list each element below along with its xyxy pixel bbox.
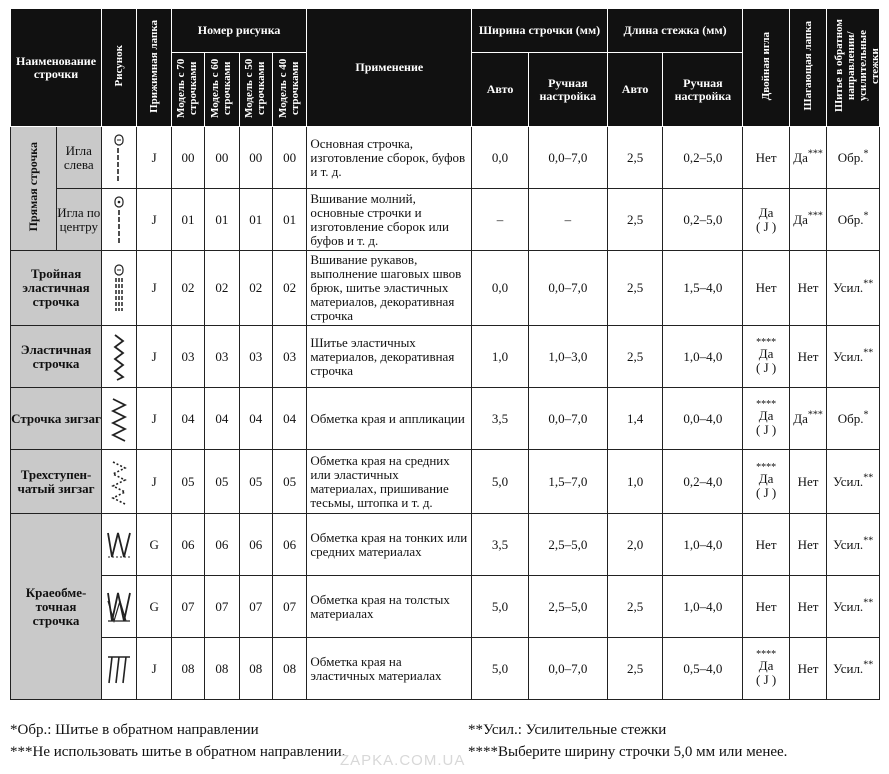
table-row <box>11 388 880 450</box>
num-60: 01 <box>205 189 239 251</box>
header-usage: Применение <box>307 9 472 127</box>
width-auto: 1,0 <box>472 326 529 388</box>
twin-cell: **** Да ( J ) <box>743 326 790 388</box>
num-70: 04 <box>171 388 204 450</box>
length-manual: 1,5–4,0 <box>663 251 743 326</box>
watermark: ZAPKA.COM.UA <box>340 752 466 769</box>
header-length: Длина стежка (мм) <box>607 9 743 53</box>
reverse-cell: Усил.** <box>827 450 880 514</box>
overcast-icon-2 <box>102 576 137 638</box>
header-pattern-number: Номер рисунка <box>171 9 307 53</box>
foot-cell: J <box>137 251 171 326</box>
walk-cell: Да*** <box>789 189 826 251</box>
stretch-icon <box>102 326 137 388</box>
width-auto: 5,0 <box>472 638 529 700</box>
reverse-cell: Усил.** <box>827 251 880 326</box>
twin-cell: Нет <box>743 127 790 189</box>
num-70: 03 <box>171 326 204 388</box>
width-manual: 2,5–5,0 <box>528 576 607 638</box>
header-model-70: Модель с 70 строчками <box>171 53 204 127</box>
length-manual: 1,0–4,0 <box>663 514 743 576</box>
footnote-no-reverse: ***Не использовать шитье в обратном направлении. <box>10 744 346 760</box>
header-width-manual: Ручная настройка <box>528 53 607 127</box>
usage-cell: Основная строчка, изготовление сборок, буфов и т. д. <box>307 127 472 189</box>
num-60: 04 <box>205 388 239 450</box>
twin-cell: **** Да ( J ) <box>743 388 790 450</box>
num-50: 07 <box>239 576 272 638</box>
usage-cell: Вшивание рукавов, выполнение шаговых швов брюк, шитье эластичных материалов, декоративная строчка <box>307 251 472 326</box>
reverse-cell: Усил.** <box>827 576 880 638</box>
footnote-reverse: *Обр.: Шитье в обратном направлении <box>10 722 259 738</box>
footnote-reinforce: **Усил.: Усилительные стежки <box>468 722 667 738</box>
twin-cell: **** Да ( J ) <box>743 638 790 700</box>
length-auto: 2,5 <box>607 127 663 189</box>
usage-cell: Вшивание молний, основные строчки и изготовление сборок или буфов и т. д. <box>307 189 472 251</box>
num-50: 00 <box>239 127 272 189</box>
table-row <box>11 450 880 514</box>
foot-cell: J <box>137 638 171 700</box>
triple-stretch-icon <box>102 251 137 326</box>
num-40: 00 <box>272 127 306 189</box>
header-length-auto: Авто <box>607 53 663 127</box>
num-40: 04 <box>272 388 306 450</box>
num-50: 04 <box>239 388 272 450</box>
num-40: 01 <box>272 189 306 251</box>
foot-cell: G <box>137 576 171 638</box>
width-auto: 5,0 <box>472 450 529 514</box>
length-auto: 2,5 <box>607 638 663 700</box>
walk-cell: Нет <box>789 251 826 326</box>
width-auto: 3,5 <box>472 514 529 576</box>
group-elastic: Эластичная строчка <box>11 326 102 388</box>
overcast-icon-1 <box>102 514 137 576</box>
length-manual: 0,0–4,0 <box>663 388 743 450</box>
header-foot: Прижимная лапка <box>137 9 171 127</box>
walk-cell: Нет <box>789 326 826 388</box>
straight-left-icon <box>102 127 137 189</box>
walk-cell: Нет <box>789 450 826 514</box>
num-60: 08 <box>205 638 239 700</box>
width-manual: 0,0–7,0 <box>528 127 607 189</box>
reverse-cell: Обр.* <box>827 388 880 450</box>
usage-cell: Шитье эластичных материалов, декоративная строчка <box>307 326 472 388</box>
num-70: 06 <box>171 514 204 576</box>
num-70: 00 <box>171 127 204 189</box>
group-triple: Тройная эластичная строчка <box>11 251 102 326</box>
walk-cell: Нет <box>789 576 826 638</box>
header-picture: Рисунок <box>102 9 137 127</box>
walk-cell: Да*** <box>789 127 826 189</box>
twin-cell: Нет <box>743 576 790 638</box>
table-row <box>11 514 880 576</box>
foot-cell: J <box>137 127 171 189</box>
num-70: 05 <box>171 450 204 514</box>
length-auto: 2,5 <box>607 251 663 326</box>
usage-cell: Обметка края на эластичных материалах <box>307 638 472 700</box>
twin-cell: **** Да ( J ) <box>743 450 790 514</box>
num-50: 01 <box>239 189 272 251</box>
group-straight: Прямая строчка <box>11 127 57 251</box>
walk-cell: Нет <box>789 514 826 576</box>
num-50: 03 <box>239 326 272 388</box>
header-model-50: Модель с 50 строчками <box>239 53 272 127</box>
reverse-cell: Усил.** <box>827 638 880 700</box>
length-auto: 2,5 <box>607 576 663 638</box>
num-70: 08 <box>171 638 204 700</box>
usage-cell: Обметка края на средних или эластичных материалах, пришивание тесьмы, штопка и т. д. <box>307 450 472 514</box>
header-model-60: Модель с 60 строчками <box>205 53 239 127</box>
num-60: 00 <box>205 127 239 189</box>
num-40: 02 <box>272 251 306 326</box>
usage-cell: Обметка края на толстых материалах <box>307 576 472 638</box>
num-70: 07 <box>171 576 204 638</box>
width-auto: 5,0 <box>472 576 529 638</box>
length-manual: 1,0–4,0 <box>663 326 743 388</box>
width-auto: 0,0 <box>472 127 529 189</box>
num-40: 08 <box>272 638 306 700</box>
header-reverse: Шитье в обратном направлении/ усилительные стежки <box>827 9 880 127</box>
length-manual: 0,2–5,0 <box>663 189 743 251</box>
foot-cell: J <box>137 326 171 388</box>
twin-cell: Да ( J ) <box>743 189 790 251</box>
num-60: 03 <box>205 326 239 388</box>
num-50: 06 <box>239 514 272 576</box>
width-manual: 2,5–5,0 <box>528 514 607 576</box>
footnote-width: ****Выберите ширину строчки 5,0 мм или менее. <box>468 744 788 760</box>
width-manual: 1,5–7,0 <box>528 450 607 514</box>
num-40: 07 <box>272 576 306 638</box>
width-manual: 0,0–7,0 <box>528 388 607 450</box>
header-width: Ширина строчки (мм) <box>472 9 608 53</box>
table-row <box>11 576 880 638</box>
table-row <box>11 638 880 700</box>
header-walking-foot: Шагающая лапка <box>789 9 826 127</box>
reverse-cell: Обр.* <box>827 189 880 251</box>
table-row <box>11 189 880 251</box>
length-auto: 2,5 <box>607 189 663 251</box>
table-row <box>11 127 880 189</box>
num-50: 05 <box>239 450 272 514</box>
group-overcast: Краеобме- точная строчка <box>11 514 102 700</box>
width-manual: 0,0–7,0 <box>528 638 607 700</box>
stitch-settings-table <box>10 8 880 700</box>
sub-needle-center: Игла по центру <box>56 189 102 251</box>
reverse-cell: Обр.* <box>827 127 880 189</box>
length-auto: 1,0 <box>607 450 663 514</box>
table-row <box>11 251 880 326</box>
num-50: 08 <box>239 638 272 700</box>
width-manual: 0,0–7,0 <box>528 251 607 326</box>
length-manual: 0,2–5,0 <box>663 127 743 189</box>
reverse-cell: Усил.** <box>827 326 880 388</box>
length-manual: 0,5–4,0 <box>663 638 743 700</box>
num-60: 02 <box>205 251 239 326</box>
group-three-step: Трехступен- чатый зигзаг <box>11 450 102 514</box>
width-auto: 3,5 <box>472 388 529 450</box>
group-zigzag: Строчка зигзаг <box>11 388 102 450</box>
width-auto: – <box>472 189 529 251</box>
zigzag-icon <box>102 388 137 450</box>
header-name: Наименование строчки <box>11 9 102 127</box>
num-40: 03 <box>272 326 306 388</box>
reverse-cell: Усил.** <box>827 514 880 576</box>
straight-center-icon <box>102 189 137 251</box>
foot-cell: J <box>137 388 171 450</box>
walk-cell: Да*** <box>789 388 826 450</box>
twin-cell: Нет <box>743 251 790 326</box>
foot-cell: J <box>137 450 171 514</box>
width-auto: 0,0 <box>472 251 529 326</box>
header-width-auto: Авто <box>472 53 529 127</box>
num-60: 06 <box>205 514 239 576</box>
num-70: 01 <box>171 189 204 251</box>
walk-cell: Нет <box>789 638 826 700</box>
length-auto: 2,0 <box>607 514 663 576</box>
num-50: 02 <box>239 251 272 326</box>
foot-cell: G <box>137 514 171 576</box>
length-auto: 1,4 <box>607 388 663 450</box>
twin-cell: Нет <box>743 514 790 576</box>
num-60: 05 <box>205 450 239 514</box>
foot-cell: J <box>137 189 171 251</box>
header-twin-needle: Двойная игла <box>743 9 790 127</box>
usage-cell: Обметка края и аппликации <box>307 388 472 450</box>
width-manual: – <box>528 189 607 251</box>
three-step-zigzag-icon <box>102 450 137 514</box>
overcast-icon-3 <box>102 638 137 700</box>
sub-needle-left: Игла слева <box>56 127 102 189</box>
width-manual: 1,0–3,0 <box>528 326 607 388</box>
header-length-manual: Ручная настройка <box>663 53 743 127</box>
usage-cell: Обметка края на тонких или средних материалах <box>307 514 472 576</box>
num-70: 02 <box>171 251 204 326</box>
length-auto: 2,5 <box>607 326 663 388</box>
num-40: 06 <box>272 514 306 576</box>
num-40: 05 <box>272 450 306 514</box>
length-manual: 0,2–4,0 <box>663 450 743 514</box>
num-60: 07 <box>205 576 239 638</box>
length-manual: 1,0–4,0 <box>663 576 743 638</box>
header-model-40: Модель с 40 строчками <box>272 53 306 127</box>
table-row <box>11 326 880 388</box>
